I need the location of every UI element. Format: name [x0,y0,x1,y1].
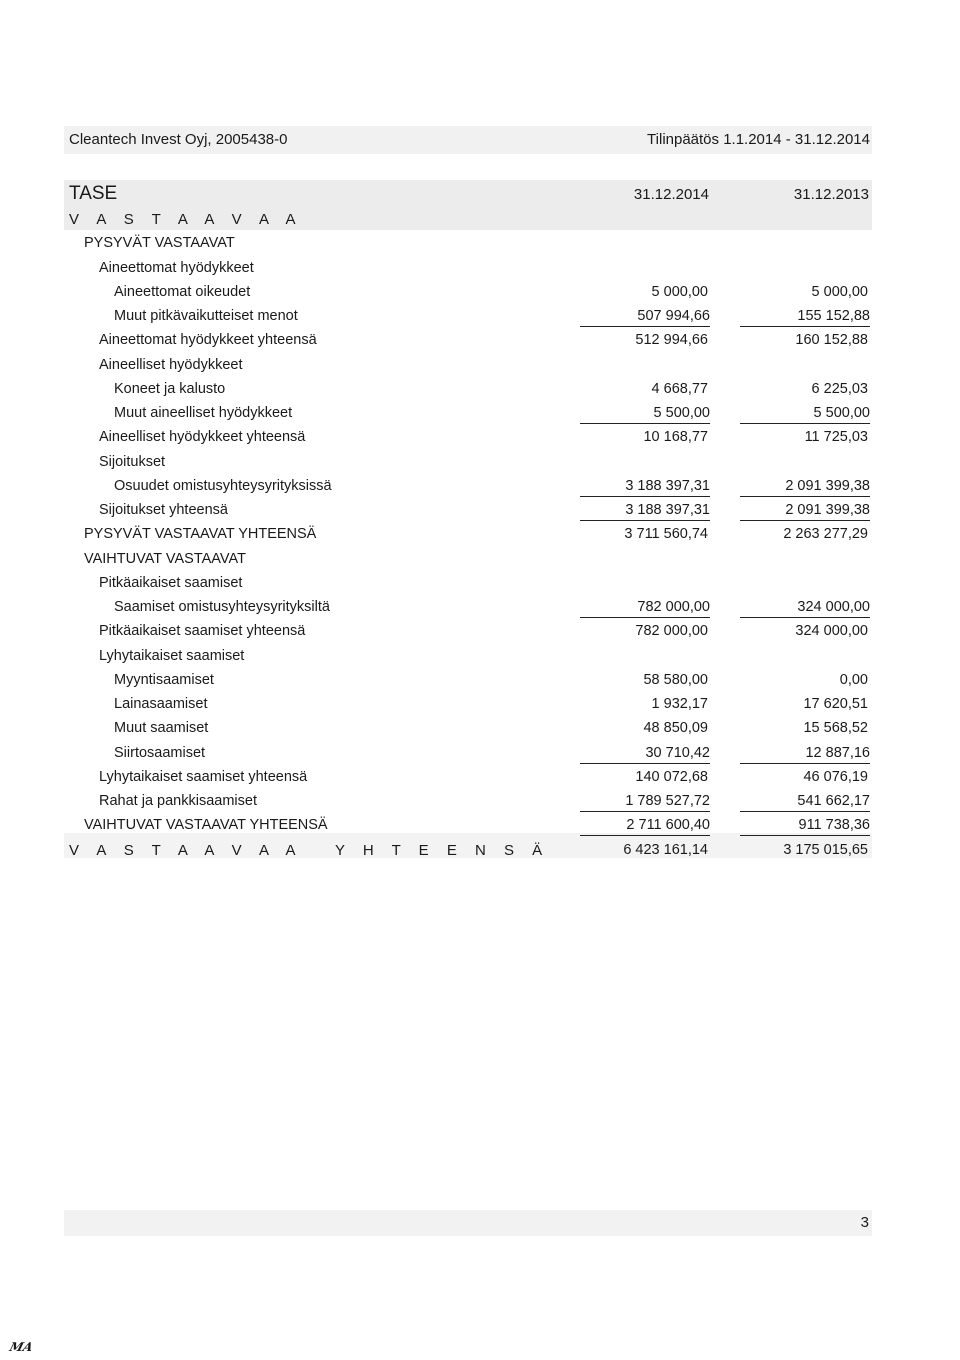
table-row [0,281,960,305]
subtotal-row [0,499,960,523]
table-row [0,402,960,426]
row-label: Lyhytaikaiset saamiset yhteensä [99,768,308,785]
value-2014: 140 072,68 [635,768,708,785]
value-2013: 160 152,88 [795,332,868,349]
subtotal-row [0,426,960,450]
table-row [0,596,960,620]
row-label: Aineettomat hyödykkeet [99,259,254,276]
value-2013: 0,00 [839,671,868,688]
balance-sheet-heading [69,183,869,205]
value-2014: 48 850,09 [643,720,708,737]
row-label: Myyntisaamiset [114,671,214,688]
row-label: Koneet ja kalusto [114,380,226,397]
subtotal-row [0,329,960,353]
row-label: Aineettomat oikeudet [114,283,251,300]
value-2014: 1 789 527,72 [580,793,710,812]
value-2014: 58 580,00 [643,671,708,688]
value-2014: 3 711 560,74 [624,526,708,543]
row-label: VAIHTUVAT VASTAAVAT [84,550,246,567]
table-row [0,475,960,499]
row-label: Sijoitukset [99,453,166,470]
table-row [0,378,960,402]
balance-sheet-title: TASE [69,183,118,204]
row-label: Aineettomat hyödykkeet yhteensä [99,332,317,349]
row-label: VAIHTUVAT VASTAAVAT YHTEENSÄ [84,817,328,834]
value-2013: 324 000,00 [740,599,870,618]
value-2013: 324 000,00 [795,623,868,640]
value-2014: 4 668,77 [651,380,708,397]
value-2014: 512 994,66 [635,332,708,349]
row-label: Siirtosaamiset [114,744,206,761]
row-label: Saamiset omistusyhteysyrityksiltä [114,599,330,615]
row-label: Sijoitukset yhteensä [99,502,228,518]
table-row [0,305,960,329]
row-label: Muut saamiset [114,720,209,737]
value-2013: 12 887,16 [740,745,870,764]
table-row [0,669,960,693]
value-2013: 3 175 015,65 [783,841,868,858]
value-2013: 2 091 399,38 [740,502,870,521]
row-label: PYSYVÄT VASTAAVAT [84,235,235,252]
handwritten-initials: MA [8,1340,35,1354]
group-heading-intangible [0,257,960,281]
row-label: Pitkäaikaiset saamiset [99,574,243,591]
value-2014: 782 000,00 [580,599,710,618]
row-label: Lainasaamiset [114,696,208,712]
value-2013: 2 263 277,29 [783,526,868,543]
column-header-2013: 31.12.2013 [793,186,869,203]
group-heading-short-term-receivables [0,645,960,669]
report-period: Tilinpäätös 1.1.2014 - 31.12.2014 [647,131,870,148]
value-2014: 2 711 600,40 [580,817,710,836]
value-2014: 5 000,00 [651,283,708,300]
total-row-fixed-assets [0,523,960,547]
section-heading-assets [0,208,960,232]
value-2014: 782 000,00 [635,623,708,640]
table-row [0,742,960,766]
document-header [69,131,870,148]
grand-total-row [0,839,960,863]
value-2013: 5 500,00 [740,405,870,424]
table-row [0,790,960,814]
value-2013: 17 620,51 [803,696,868,712]
value-2013: 5 000,00 [811,283,868,300]
subtotal-row [0,766,960,790]
value-2014: 6 423 161,14 [623,841,708,858]
group-heading-investments [0,451,960,475]
row-label: Rahat ja pankkisaamiset [99,793,257,809]
row-label: Aineelliset hyödykkeet yhteensä [99,429,306,446]
group-heading-long-term-receivables [0,572,960,596]
table-row [0,693,960,717]
value-2013: 155 152,88 [740,308,870,327]
total-row-current-assets [0,814,960,838]
value-2014: 1 932,17 [651,696,708,712]
row-label: Lyhytaikaiset saamiset [99,647,245,664]
footer-band [64,1210,872,1236]
balance-sheet-rows [0,208,960,863]
value-2013: 541 662,17 [740,793,870,812]
value-2013: 46 076,19 [803,768,868,785]
value-2014: 10 168,77 [643,429,708,446]
value-2013: 2 091 399,38 [740,478,870,497]
value-2014: 5 500,00 [580,405,710,424]
column-header-2014: 31.12.2014 [633,186,709,203]
row-label: Pitkäaikaiset saamiset yhteensä [99,623,306,640]
group-heading-tangible [0,354,960,378]
row-label: Osuudet omistusyhteysyrityksissä [114,477,332,494]
value-2014: 3 188 397,31 [580,502,710,521]
value-2014: 3 188 397,31 [580,478,710,497]
value-2014: 30 710,42 [580,745,710,764]
value-2013: 6 225,03 [811,380,868,397]
section-heading-fixed-assets [0,232,960,256]
row-label: V A S T A A V A A Y H T E E N S Ä [69,841,550,859]
row-label: PYSYVÄT VASTAAVAT YHTEENSÄ [84,526,317,543]
value-2014: 507 994,66 [580,308,710,327]
row-label: Muut aineelliset hyödykkeet [114,405,293,421]
subtotal-row [0,620,960,644]
value-2013: 911 738,36 [740,817,870,836]
value-2013: 11 725,03 [804,429,868,446]
value-2013: 15 568,52 [803,720,868,737]
row-label: Muut pitkävaikutteiset menot [114,308,298,324]
section-heading-current-assets [0,548,960,572]
row-label: V A S T A A V A A [69,211,303,228]
row-label: Aineelliset hyödykkeet [99,356,243,373]
company-name: Cleantech Invest Oyj, 2005438-0 [69,131,288,148]
page-number: 3 [860,1214,869,1231]
table-row [0,717,960,741]
